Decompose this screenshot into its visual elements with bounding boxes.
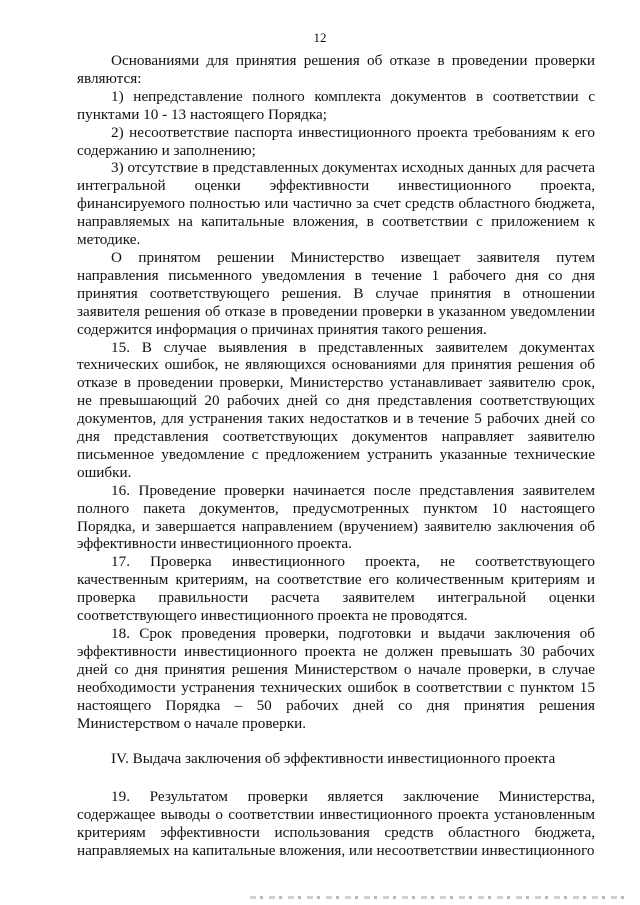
paragraph-item-19: 19. Результатом проверки является заключение Министерства, содержащее выводы о соответствии инвестиционного проекта установленным критериям эффективности использования средств областного бюджета, направляемых на капитальные вложения, или несоответствии инвестиционного <box>77 788 595 860</box>
paragraph-grounds-intro: Основаниями для принятия решения об отказе в проведении проверки являются: <box>77 52 595 87</box>
page-number: 12 <box>313 30 327 45</box>
paragraph-item-15: 15. В случае выявления в представленных заявителем документах технических ошибок, не являющихся основаниями для принятия решения об отказе в проведении проверки, Министерство устанавливает заявителю срок, не превышающий 20 рабочих дней со дня представления соответствующих документов, для устранения таких недостатков и в течение 5 рабочих дней со дня представления соответствующих документов направляет заявителю письменное уведомление с предложением устранить указанные технические ошибки. <box>77 338 595 481</box>
paragraph-item-16: 16. Проведение проверки начинается после представления заявителем полного пакета документов, предусмотренных пунктом 10 настоящего Порядка, и завершается направлением (вручением) заявителю заключения об эффективности инвестиционного проекта. <box>77 481 595 553</box>
paragraph-ground-1: 1) непредставление полного комплекта документов в соответствии с пунктами 10 - 13 настоящего Порядка; <box>77 87 595 123</box>
document-body <box>77 52 595 860</box>
paragraph-item-18: 18. Срок проведения проверки, подготовки и выдачи заключения об эффективности инвестиционного проекта не должен превышать 30 рабочих дней со дня принятия решения Министерством о начале проверки, в случае необходимости устранения технических ошибок в соответствии с пунктом 15 настоящего Порядка – 50 рабочих дней со дня принятия решения Министерством о начале проверки. <box>77 625 595 732</box>
scan-edge-artifact <box>250 896 630 899</box>
paragraph-item-17: 17. Проверка инвестиционного проекта, не соответствующего качественным критериям, на соответствие его количественным критериям и проверка правильности расчета заявителем интегральной оценки соответствующего инвестиционного проекта не проводятся. <box>77 553 595 625</box>
paragraph-ground-3: 3) отсутствие в представленных документах исходных данных для расчета интегральной оценки эффективности инвестиционного проекта, финансируемого полностью или частично за счет средств областного бюджета, направляемых на капитальные вложения, в соответствии с приложением к методике. <box>77 159 595 249</box>
paragraph-ground-2: 2) несоответствие паспорта инвестиционного проекта требованиям к его содержанию и заполнению; <box>77 123 595 159</box>
paragraph-notification: О принятом решении Министерство извещает заявителя путем направления письменного уведомления в течение 1 рабочего дня со дня принятия соответствующего решения. В случае принятия в отношении заявителя решения об отказе в проведении проверки в указанном уведомлении содержится информация о причинах принятия такого решения. <box>77 248 595 338</box>
section-heading: IV. Выдача заключения об эффективности инвестиционного проекта <box>111 750 556 768</box>
